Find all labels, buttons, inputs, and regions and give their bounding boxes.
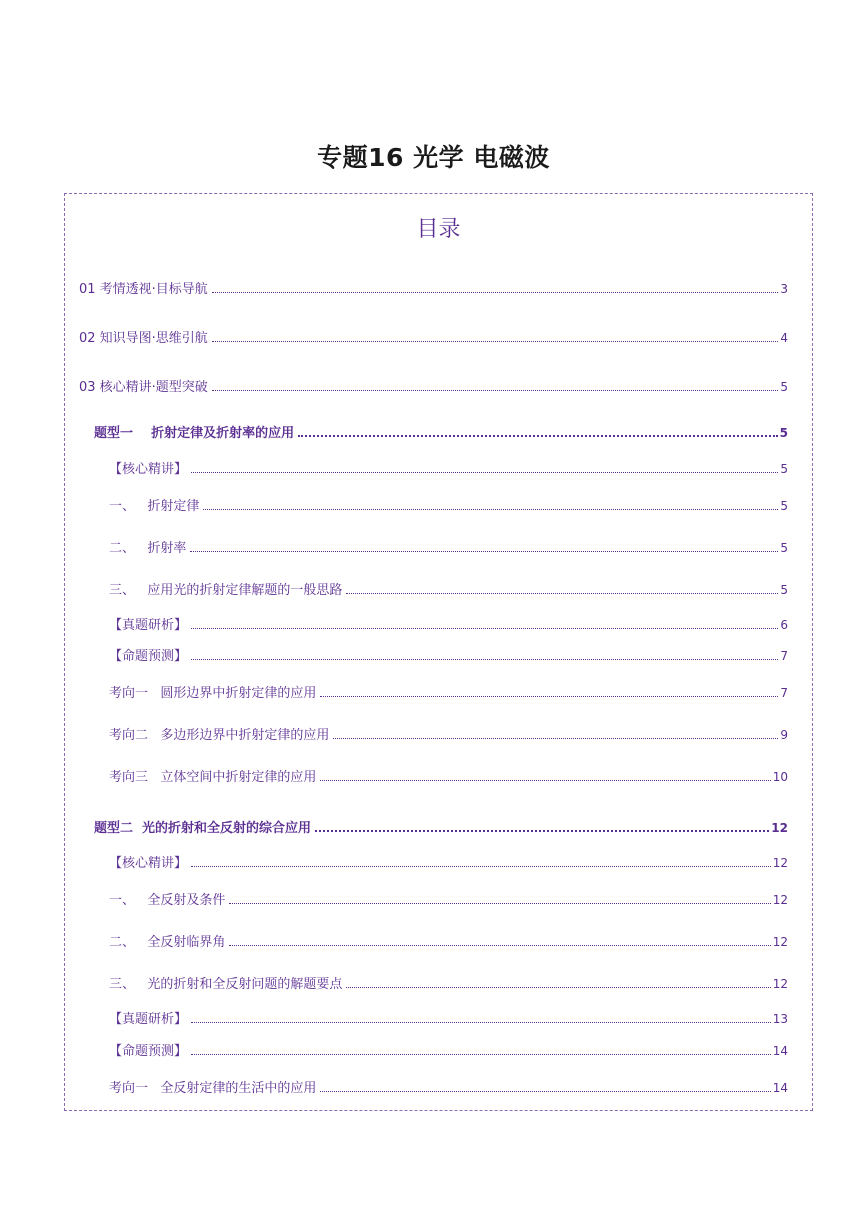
toc-entry-page: 3 xyxy=(780,282,788,296)
toc-entry-core-notes-1[interactable] xyxy=(109,458,788,477)
toc-entry-total-reflection[interactable] xyxy=(109,889,788,908)
dot-leader xyxy=(212,340,779,342)
toc-entry-label: 三、 应用光的折射定律解题的一般思路 xyxy=(109,583,343,598)
dot-leader xyxy=(191,1021,771,1023)
dot-leader xyxy=(203,508,778,510)
toc-entry-page: 12 xyxy=(772,977,788,991)
toc-entry-page: 4 xyxy=(780,331,788,345)
toc-entry-direction-2[interactable] xyxy=(109,724,788,743)
dot-leader xyxy=(333,737,778,739)
toc-entry-label: 考向三 立体空间中折射定律的应用 xyxy=(109,770,317,785)
toc-entry-exam-overview[interactable] xyxy=(79,278,788,297)
toc-entry-page: 12 xyxy=(772,856,788,870)
dot-leader xyxy=(191,627,778,629)
toc-entry-page: 12 xyxy=(772,935,788,949)
toc-entry-page: 5 xyxy=(779,426,788,440)
toc-entry-label: 三、 光的折射和全反射问题的解题要点 xyxy=(109,977,343,992)
toc-entry-prediction-2[interactable] xyxy=(109,1040,788,1059)
toc-heading: 目录 xyxy=(416,217,461,242)
dot-leader xyxy=(346,986,770,988)
dot-leader xyxy=(315,829,769,832)
dot-leader xyxy=(320,779,770,781)
dot-leader xyxy=(229,944,770,946)
toc-entry-page: 14 xyxy=(772,1044,788,1058)
toc-entry-label: 考向一 全反射定律的生活中的应用 xyxy=(109,1081,317,1096)
toc-entry-label: 01 考情透视·目标导航 xyxy=(79,282,208,297)
toc-entry-core-lecture[interactable] xyxy=(79,376,788,395)
toc-entry-label: 【真题研析】 xyxy=(109,618,188,633)
toc-entry-label: 题型一 折射定律及折射率的应用 xyxy=(94,426,295,441)
toc-entry-page: 13 xyxy=(772,1012,788,1026)
toc-entry-core-notes-2[interactable] xyxy=(109,852,788,871)
table-of-contents xyxy=(64,193,813,1111)
dot-leader xyxy=(190,550,778,552)
toc-entry-label: 【核心精讲】 xyxy=(109,462,188,477)
dot-leader xyxy=(298,434,778,437)
dot-leader xyxy=(212,291,779,293)
toc-entry-page: 12 xyxy=(771,821,788,835)
toc-entry-page: 6 xyxy=(780,618,788,632)
toc-entry-page: 10 xyxy=(772,770,788,784)
toc-entry-label: 一、 全反射及条件 xyxy=(109,893,226,908)
toc-entry-label: 考向二 多边形边界中折射定律的应用 xyxy=(109,728,330,743)
toc-entry-direction-1[interactable] xyxy=(109,682,788,701)
toc-entry-page: 5 xyxy=(780,541,788,555)
dot-leader xyxy=(320,1090,770,1092)
toc-entry-real-exam-2[interactable] xyxy=(109,1008,788,1027)
toc-entry-solving-approach[interactable] xyxy=(109,579,788,598)
toc-entry-label: 【命题预测】 xyxy=(109,1044,188,1059)
toc-entry-topic-1[interactable] xyxy=(94,422,788,441)
toc-entry-label: 二、 全反射临界角 xyxy=(109,935,226,950)
toc-entry-label: 考向一 圆形边界中折射定律的应用 xyxy=(109,686,317,701)
toc-entry-page: 5 xyxy=(780,583,788,597)
toc-entry-critical-angle[interactable] xyxy=(109,931,788,950)
toc-entry-page: 12 xyxy=(772,893,788,907)
toc-entry-label: 【命题预测】 xyxy=(109,649,188,664)
toc-entry-page: 5 xyxy=(780,499,788,513)
toc-entry-page: 9 xyxy=(780,728,788,742)
dot-leader xyxy=(191,1053,771,1055)
toc-entry-page: 5 xyxy=(780,380,788,394)
toc-entry-page: 7 xyxy=(780,686,788,700)
toc-entry-topic-2[interactable] xyxy=(94,817,788,836)
toc-entry-direction-3[interactable] xyxy=(109,766,788,785)
dot-leader xyxy=(191,658,778,660)
document-title: 专题16 光学 电磁波 xyxy=(317,143,550,172)
dot-leader xyxy=(229,902,770,904)
dot-leader xyxy=(320,695,778,697)
toc-entry-label: 题型二 光的折射和全反射的综合应用 xyxy=(94,821,312,836)
dot-leader xyxy=(346,592,778,594)
dot-leader xyxy=(212,389,779,391)
toc-entry-real-exam-1[interactable] xyxy=(109,614,788,633)
dot-leader xyxy=(191,471,778,473)
toc-entry-label: 一、 折射定律 xyxy=(109,499,200,514)
toc-entry-page: 5 xyxy=(780,462,788,476)
toc-entry-page: 7 xyxy=(780,649,788,663)
toc-entry-label: 02 知识导图·思维引航 xyxy=(79,331,208,346)
toc-entry-refraction-law[interactable] xyxy=(109,495,788,514)
toc-entry-page: 14 xyxy=(772,1081,788,1095)
toc-entry-prediction-1[interactable] xyxy=(109,645,788,664)
toc-entry-direction-4[interactable] xyxy=(109,1077,788,1096)
toc-entry-label: 03 核心精讲·题型突破 xyxy=(79,380,208,395)
dot-leader xyxy=(191,865,771,867)
toc-entry-key-points[interactable] xyxy=(109,973,788,992)
toc-entry-label: 【真题研析】 xyxy=(109,1012,188,1027)
toc-entry-label: 二、 折射率 xyxy=(109,541,187,556)
toc-entry-knowledge-map[interactable] xyxy=(79,327,788,346)
toc-entry-label: 【核心精讲】 xyxy=(109,856,188,871)
toc-entry-refractive-index[interactable] xyxy=(109,537,788,556)
